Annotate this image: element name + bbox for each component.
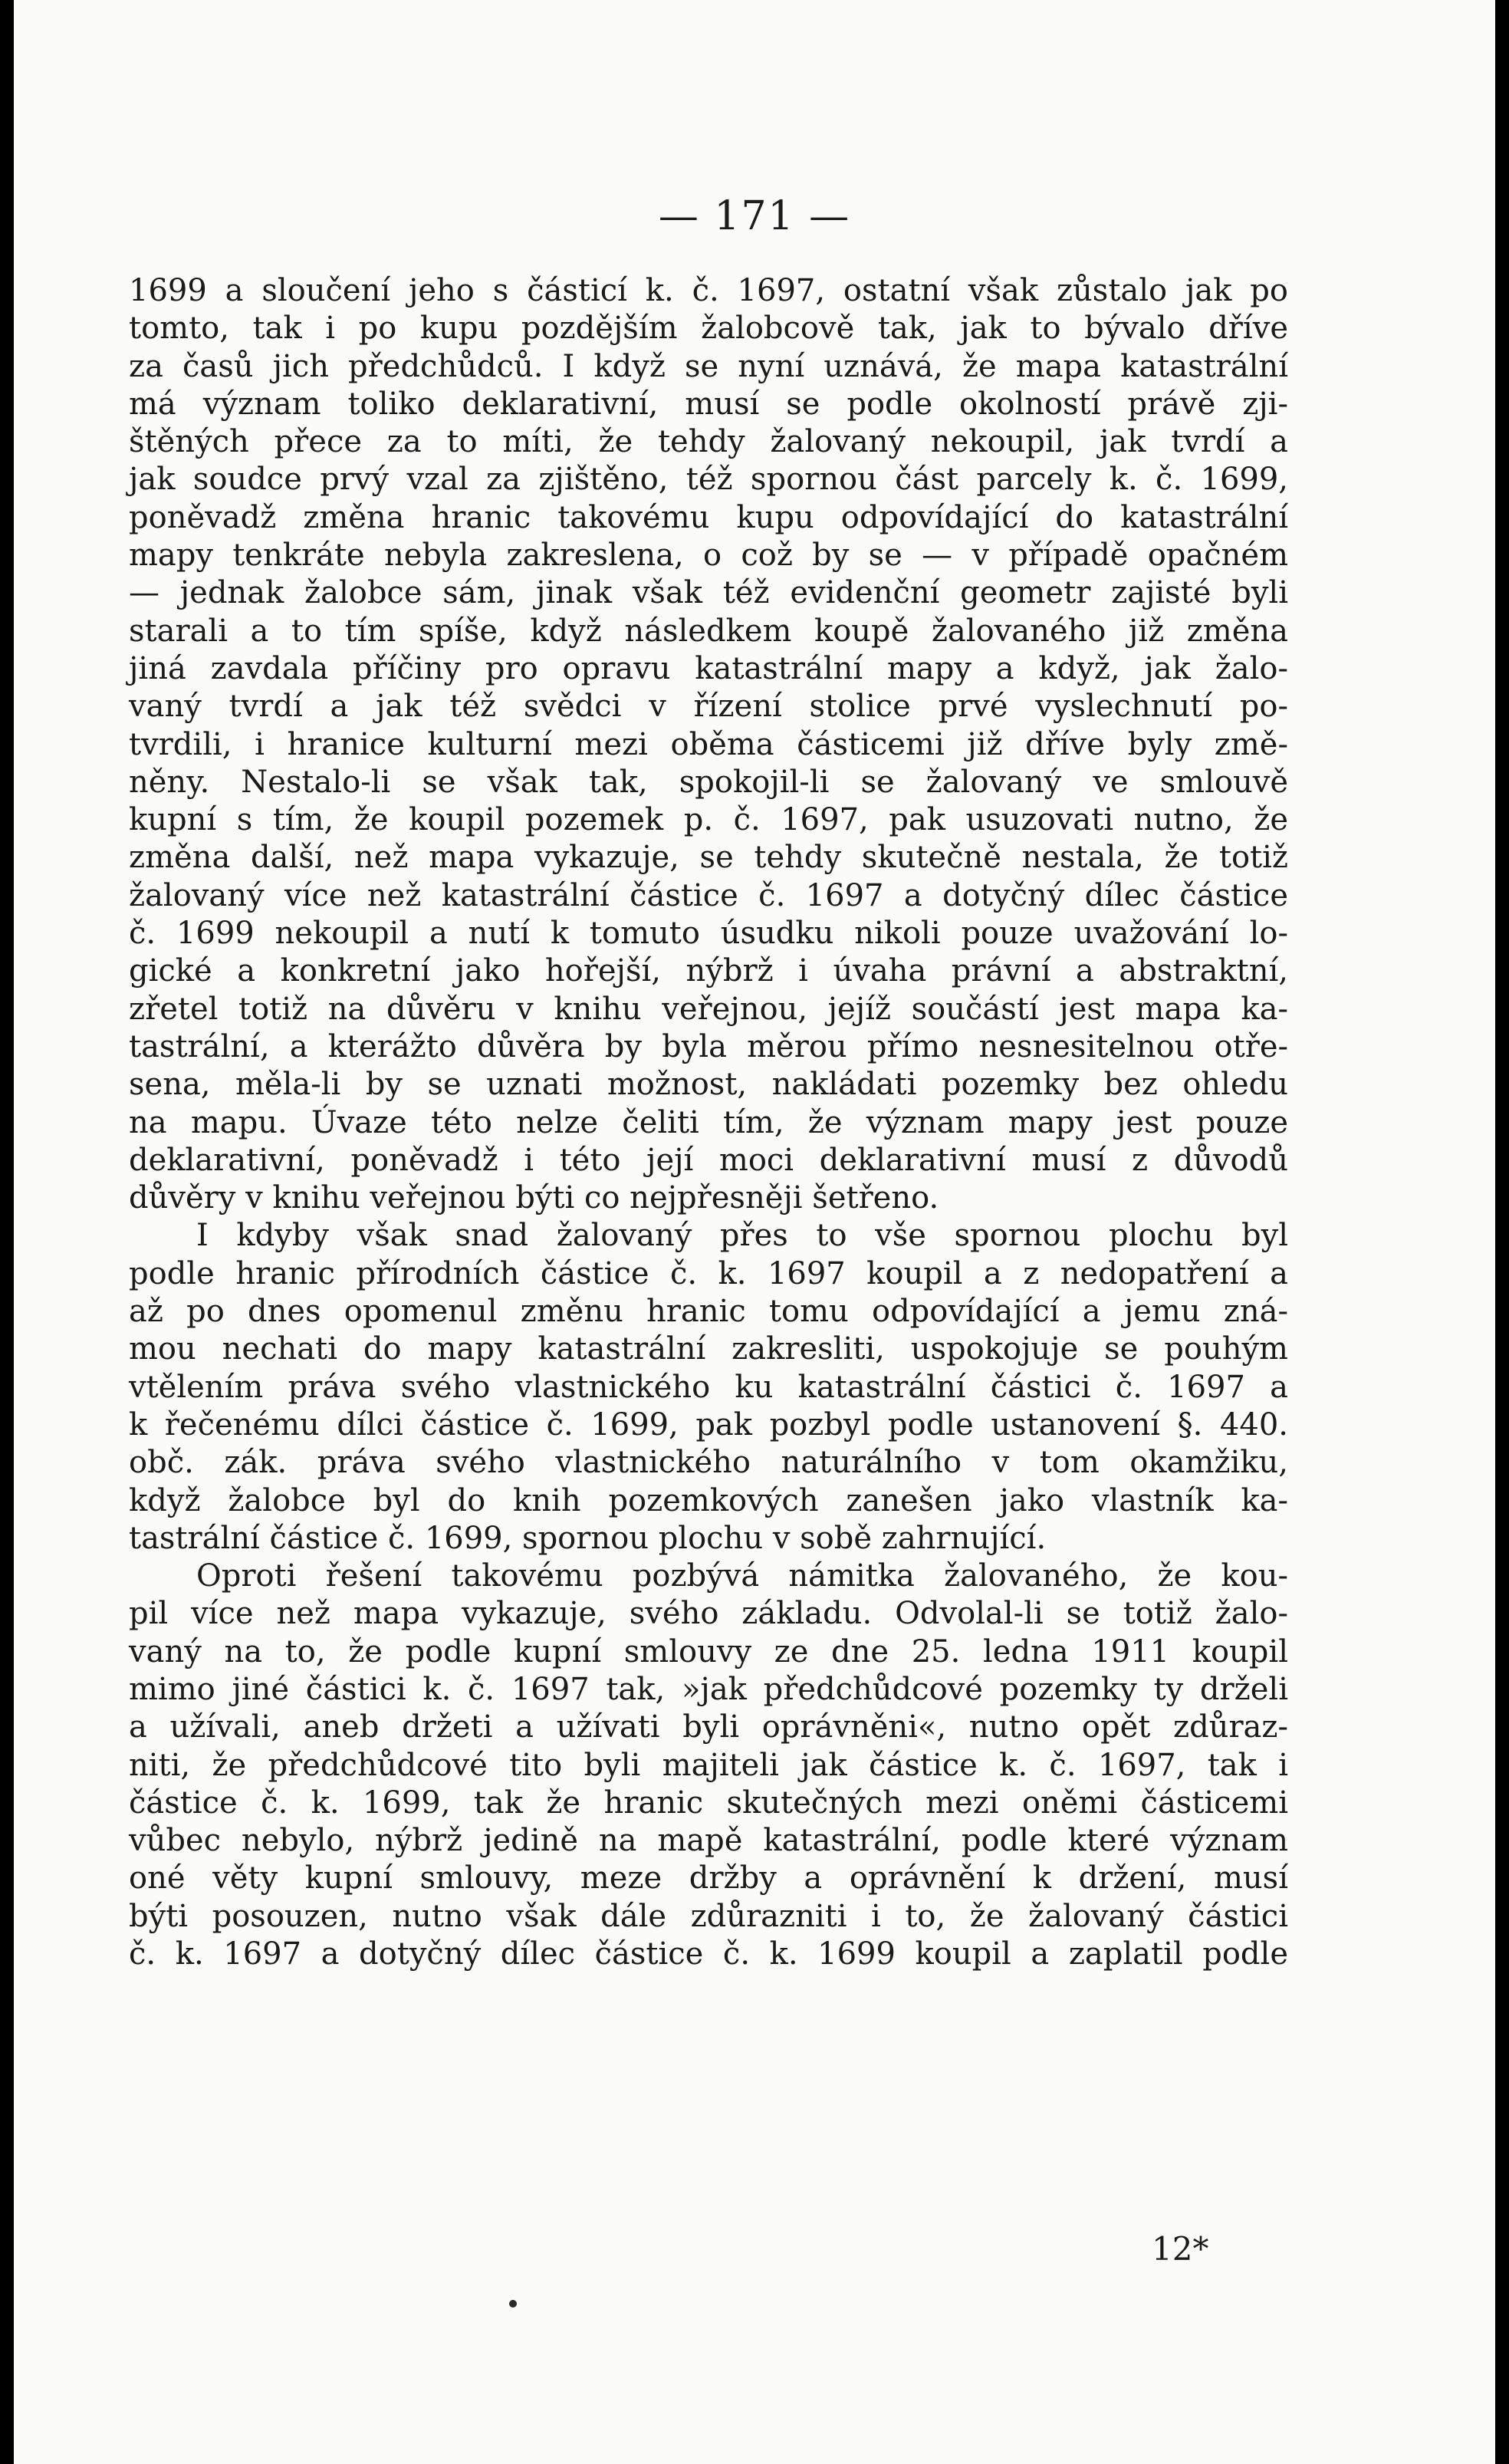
paragraph-2 (129, 1217, 1288, 1558)
text-line: částice č. k. 1699, tak že hranic skutečných mezi oněmi částicemi (129, 1785, 1288, 1821)
text-line: za časů jich předchůdců. I když se nyní uznává, že mapa katastrální (129, 348, 1288, 384)
text-line: č. k. 1697 a dotyčný dílec částice č. k. 1699 koupil a zaplatil podle (129, 1936, 1288, 1972)
text-line: má význam toliko deklarativní, musí se podle okolností právě zji- (129, 386, 1288, 422)
page-number: — 171 — (658, 193, 851, 239)
text-line: sena, měla-li by se uznati možnost, nakládati pozemky bez ohledu (129, 1067, 1288, 1103)
text-line: niti, že předchůdcové tito byli majiteli jak částice k. č. 1697, tak i (129, 1747, 1288, 1783)
text-line: žalovaný více než katastrální částice č. 1697 a dotyčný dílec částice (129, 877, 1288, 913)
text-line: podle hranic přírodních částice č. k. 1697 koupil a z nedopatření a (129, 1255, 1288, 1291)
dot-mark (509, 2300, 517, 2308)
text-line: zřetel totiž na důvěru v knihu veřejnou, jejíž součástí jest mapa ka- (129, 991, 1288, 1027)
text-line: a užívali, aneb držeti a užívati byli oprávněni«, nutno opět zdůraz- (129, 1709, 1288, 1745)
text-line: deklarativní, poněvadž i této její moci deklarativní musí z důvodů (129, 1142, 1288, 1178)
text-line: na mapu. Úvaze této nelze čeliti tím, že význam mapy jest pouze (129, 1104, 1288, 1140)
text-line: změna další, než mapa vykazuje, se tehdy skutečně nestala, že totiž (129, 840, 1288, 876)
text-line: vtělením práva svého vlastnického ku katastrální částici č. 1697 a (129, 1369, 1288, 1405)
text-line: č. 1699 nekoupil a nutí k tomuto úsudku nikoli pouze uvažování lo- (129, 916, 1288, 952)
text-line: tomto, tak i po kupu pozdějším žalobcově tak, jak to bývalo dříve (129, 311, 1288, 347)
book-page (14, 0, 1495, 2464)
text-line: mapy tenkráte nebyla zakreslena, o což by se — v případě opačném (129, 538, 1288, 574)
text-line: důvěry v knihu veřejnou býti co nejpřesněji šetřeno. (129, 1180, 939, 1216)
text-line: — jednak žalobce sám, jinak však též evidenční geometr zajisté byli (129, 575, 1288, 611)
signature-mark: 12* (1152, 2230, 1209, 2268)
paragraph-3 (129, 1558, 1288, 1973)
text-line: mou nechati do mapy katastrální zakresliti, uspokojuje se pouhým (129, 1331, 1288, 1367)
text-line: štěných přece za to míti, že tehdy žalovaný nekoupil, jak tvrdí a (129, 424, 1288, 460)
text-line: 1699 a sloučení jeho s částicí k. č. 1697, ostatní však zůstalo jak po (129, 273, 1288, 308)
text-line: I kdyby však snad žalovaný přes to vše spornou plochu byl (196, 1218, 1288, 1254)
text-line: gické a konkretní jako hořejší, nýbrž i úvaha právní a abstraktní, (129, 953, 1288, 989)
text-line: vaný na to, že podle kupní smlouvy ze dne 25. ledna 1911 koupil (129, 1633, 1288, 1670)
text-line: vaný tvrdí a jak též svědci v řízení stolice prvé vyslechnutí po- (129, 689, 1288, 725)
text-line: obč. zák. práva svého vlastnického naturálního v tom okamžiku, (129, 1445, 1288, 1481)
text-line: tastrální částice č. 1699, spornou plochu v sobě zahrnující. (129, 1520, 1047, 1556)
text-line: až po dnes opomenul změnu hranic tomu odpovídající a jemu zná- (129, 1294, 1288, 1330)
text-line: oné věty kupní smlouvy, meze držby a oprávnění k držení, musí (129, 1860, 1288, 1897)
text-line: když žalobce byl do knih pozemkových zanešen jako vlastník ka- (129, 1482, 1288, 1518)
paragraph-1 (129, 272, 1288, 1217)
text-line: Oproti řešení takovému pozbývá námitka žalovaného, že kou- (196, 1558, 1288, 1594)
text-line: tastrální, a kterážto důvěra by byla měrou přímo nesnesitelnou otře- (129, 1028, 1288, 1064)
text-line: jiná zavdala příčiny pro opravu katastrální mapy a když, jak žalo- (129, 650, 1288, 686)
text-line: býti posouzen, nutno však dále zdůrazniti i to, že žalovaný částici (129, 1898, 1288, 1934)
text-line: poněvadž změna hranic takovému kupu odpovídající do katastrální (129, 499, 1288, 535)
body-text (129, 272, 1288, 1973)
text-line: vůbec nebylo, nýbrž jedině na mapě katastrální, podle které význam (129, 1823, 1288, 1859)
text-line: jak soudce prvý vzal za zjištěno, též spornou část parcely k. č. 1699, (129, 462, 1288, 498)
text-line: kupní s tím, že koupil pozemek p. č. 1697, pak usuzovati nutno, že (129, 802, 1288, 838)
text-line: tvrdili, i hranice kulturní mezi oběma částicemi již dříve byly změ- (129, 726, 1288, 762)
text-line: k řečenému dílci částice č. 1699, pak pozbyl podle ustanovení §. 440. (129, 1406, 1288, 1443)
text-line: mimo jiné částici k. č. 1697 tak, »jak předchůdcové pozemky ty drželi (129, 1671, 1288, 1707)
text-line: pil více než mapa vykazuje, svého základu. Odvolal-li se totiž žalo- (129, 1596, 1288, 1632)
text-line: něny. Nestalo-li se však tak, spokojil-li se žalovaný ve smlouvě (129, 764, 1288, 800)
text-line: starali a to tím spíše, když následkem koupě žalovaného již změna (129, 613, 1288, 649)
